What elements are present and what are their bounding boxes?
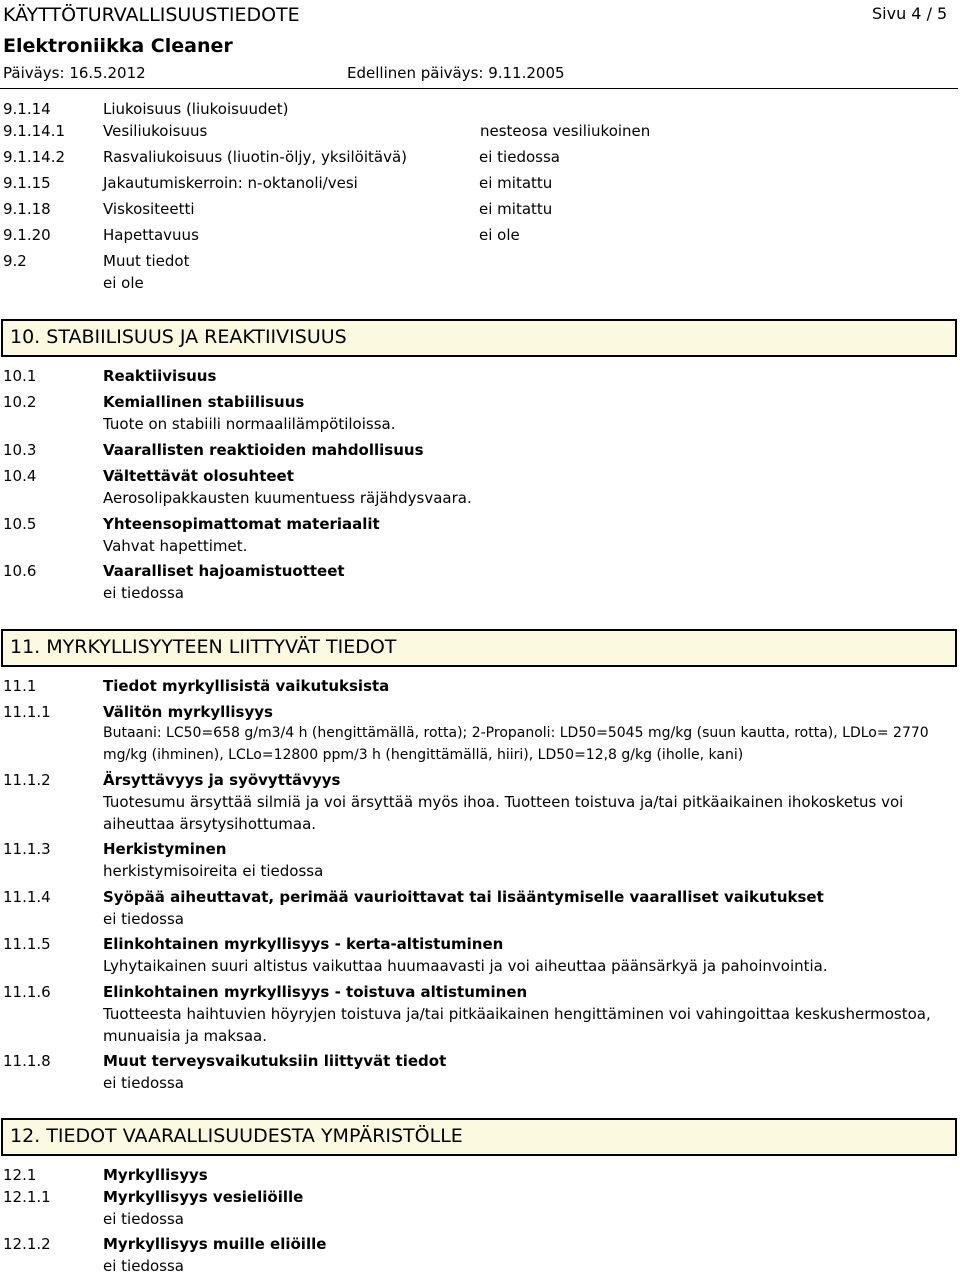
- header-divider: [0, 88, 958, 89]
- property-label: Vesiliukoisuus: [103, 122, 208, 140]
- property-number: 9.1.14: [3, 100, 51, 118]
- item-heading: Herkistyminen: [103, 840, 227, 858]
- item-number: 10.1: [3, 367, 37, 385]
- item-heading: Elinkohtainen myrkyllisyys - toistuva altistuminen: [103, 983, 528, 1001]
- previous-date: Edellinen päiväys: 9.11.2005: [347, 64, 565, 82]
- item-text: Lyhytaikainen suuri altistus vaikuttaa huumaavasti ja voi aiheuttaa päänsärkyä ja pahoinvointia.: [103, 957, 828, 975]
- item-heading: Kemiallinen stabiilisuus: [103, 393, 305, 411]
- item-text: ei tiedossa: [103, 910, 184, 928]
- property-label: Hapettavuus: [103, 226, 199, 244]
- property-number: 9.2: [3, 252, 27, 270]
- item-text: ei tiedossa: [103, 1210, 184, 1228]
- item-text: ei tiedossa: [103, 584, 184, 602]
- section-11-header: [1, 629, 957, 667]
- item-heading: Myrkyllisyys: [103, 1166, 208, 1184]
- property-number: 9.1.20: [3, 226, 51, 244]
- product-name: Elektroniikka Cleaner: [3, 35, 233, 57]
- property-label: Liukoisuus (liukoisuudet): [103, 100, 289, 118]
- item-text: Vahvat hapettimet.: [103, 537, 248, 555]
- section-10-header: [1, 319, 957, 357]
- property-number: 9.1.15: [3, 174, 51, 192]
- property-label: Muut tiedot: [103, 252, 190, 270]
- item-number: 10.2: [3, 393, 37, 411]
- item-number: 10.5: [3, 515, 37, 533]
- item-number: 11.1.3: [3, 840, 51, 858]
- property-label: Jakautumiskerroin: n-oktanoli/vesi: [103, 174, 358, 192]
- property-number: 9.1.14.1: [3, 122, 66, 140]
- item-heading: Ärsyttävyys ja syövyttävyys: [103, 771, 341, 789]
- item-number: 11.1.1: [3, 703, 51, 721]
- section-title: 10. STABIILISUUS JA REAKTIIVISUUS: [10, 326, 347, 348]
- item-text: Aerosolipakkausten kuumentuess räjähdysvaara.: [103, 489, 472, 507]
- item-number: 10.4: [3, 467, 37, 485]
- issue-date: Päiväys: 16.5.2012: [3, 64, 146, 82]
- item-text: Tuotesumu ärsyttää silmiä ja voi ärsyttää myös ihoa. Tuotteen toistuva ja/tai pitkäaikainen ihokosketus voi aiheuttaa ärsytysihottumaa.: [103, 793, 904, 833]
- item-number: 10.3: [3, 441, 37, 459]
- item-text: ei tiedossa: [103, 1074, 184, 1092]
- item-heading: Myrkyllisyys muille eliöille: [103, 1235, 327, 1253]
- item-text: Tuote on stabiili normaalilämpötiloissa.: [103, 415, 396, 433]
- item-number: 11.1.2: [3, 771, 51, 789]
- property-label: Viskositeetti: [103, 200, 195, 218]
- item-number: 12.1.1: [3, 1188, 51, 1206]
- property-number: 9.1.18: [3, 200, 51, 218]
- item-number: 11.1.6: [3, 983, 51, 1001]
- item-heading: Välitön myrkyllisyys: [103, 703, 273, 721]
- item-number: 11.1.4: [3, 888, 51, 906]
- document-title: KÄYTTÖTURVALLISUUSTIEDOTE: [3, 4, 300, 26]
- section-title: 12. TIEDOT VAARALLISUUDESTA YMPÄRISTÖLLE: [10, 1125, 463, 1147]
- property-value: ei mitattu: [479, 174, 553, 192]
- item-heading: Vaaralliset hajoamistuotteet: [103, 562, 345, 580]
- item-text: Butaani: LC50=658 g/m3/4 h (hengittämällä, rotta); 2-Propanoli: LD50=5045 mg/kg (suun kautta, rotta), LDLo= 2770 mg/kg (ihminen), LCLo=12800 ppm/3 h (hengittämällä, hiiri), LD50=12,8 g/kg (iholle, kani): [103, 725, 929, 763]
- section-title: 11. MYRKYLLISYYTEEN LIITTYVÄT TIEDOT: [10, 636, 397, 658]
- item-text: ei tiedossa: [103, 1257, 184, 1275]
- property-value: ei ole: [479, 226, 520, 244]
- property-number: 9.1.14.2: [3, 148, 66, 166]
- item-text: Tuotteesta haihtuvien höyryjen toistuva ja/tai pitkäaikainen hengittäminen voi vahingoittaa keskushermostoa, munuaisia ja maksaa.: [103, 1005, 931, 1045]
- item-heading: Elinkohtainen myrkyllisyys - kerta-altistuminen: [103, 935, 504, 953]
- item-text: herkistymisoireita ei tiedossa: [103, 862, 324, 880]
- page-number: Sivu 4 / 5: [872, 4, 948, 23]
- item-heading: Muut terveysvaikutuksiin liittyvät tiedot: [103, 1052, 447, 1070]
- item-number: 12.1: [3, 1166, 37, 1184]
- property-value: ei ole: [103, 274, 144, 292]
- property-value: ei tiedossa: [479, 148, 560, 166]
- item-number: 11.1.5: [3, 935, 51, 953]
- item-heading: Myrkyllisyys vesieliöille: [103, 1188, 304, 1206]
- property-label: Rasvaliukoisuus (liuotin-öljy, yksilöitävä): [103, 148, 408, 166]
- item-number: 11.1: [3, 677, 37, 695]
- item-heading: Yhteensopimattomat materiaalit: [103, 515, 380, 533]
- item-heading: Syöpää aiheuttavat, perimää vaurioittavat tai lisääntymiselle vaaralliset vaikutukset: [103, 888, 824, 906]
- item-heading: Tiedot myrkyllisistä vaikutuksista: [103, 677, 390, 695]
- item-heading: Vaarallisten reaktioiden mahdollisuus: [103, 441, 424, 459]
- property-value: ei mitattu: [479, 200, 553, 218]
- item-heading: Reaktiivisuus: [103, 367, 217, 385]
- property-value: nesteosa vesiliukoinen: [480, 122, 651, 140]
- section-12-header: [1, 1118, 957, 1156]
- item-number: 11.1.8: [3, 1052, 51, 1070]
- item-number: 10.6: [3, 562, 37, 580]
- item-number: 12.1.2: [3, 1235, 51, 1253]
- item-heading: Vältettävät olosuhteet: [103, 467, 294, 485]
